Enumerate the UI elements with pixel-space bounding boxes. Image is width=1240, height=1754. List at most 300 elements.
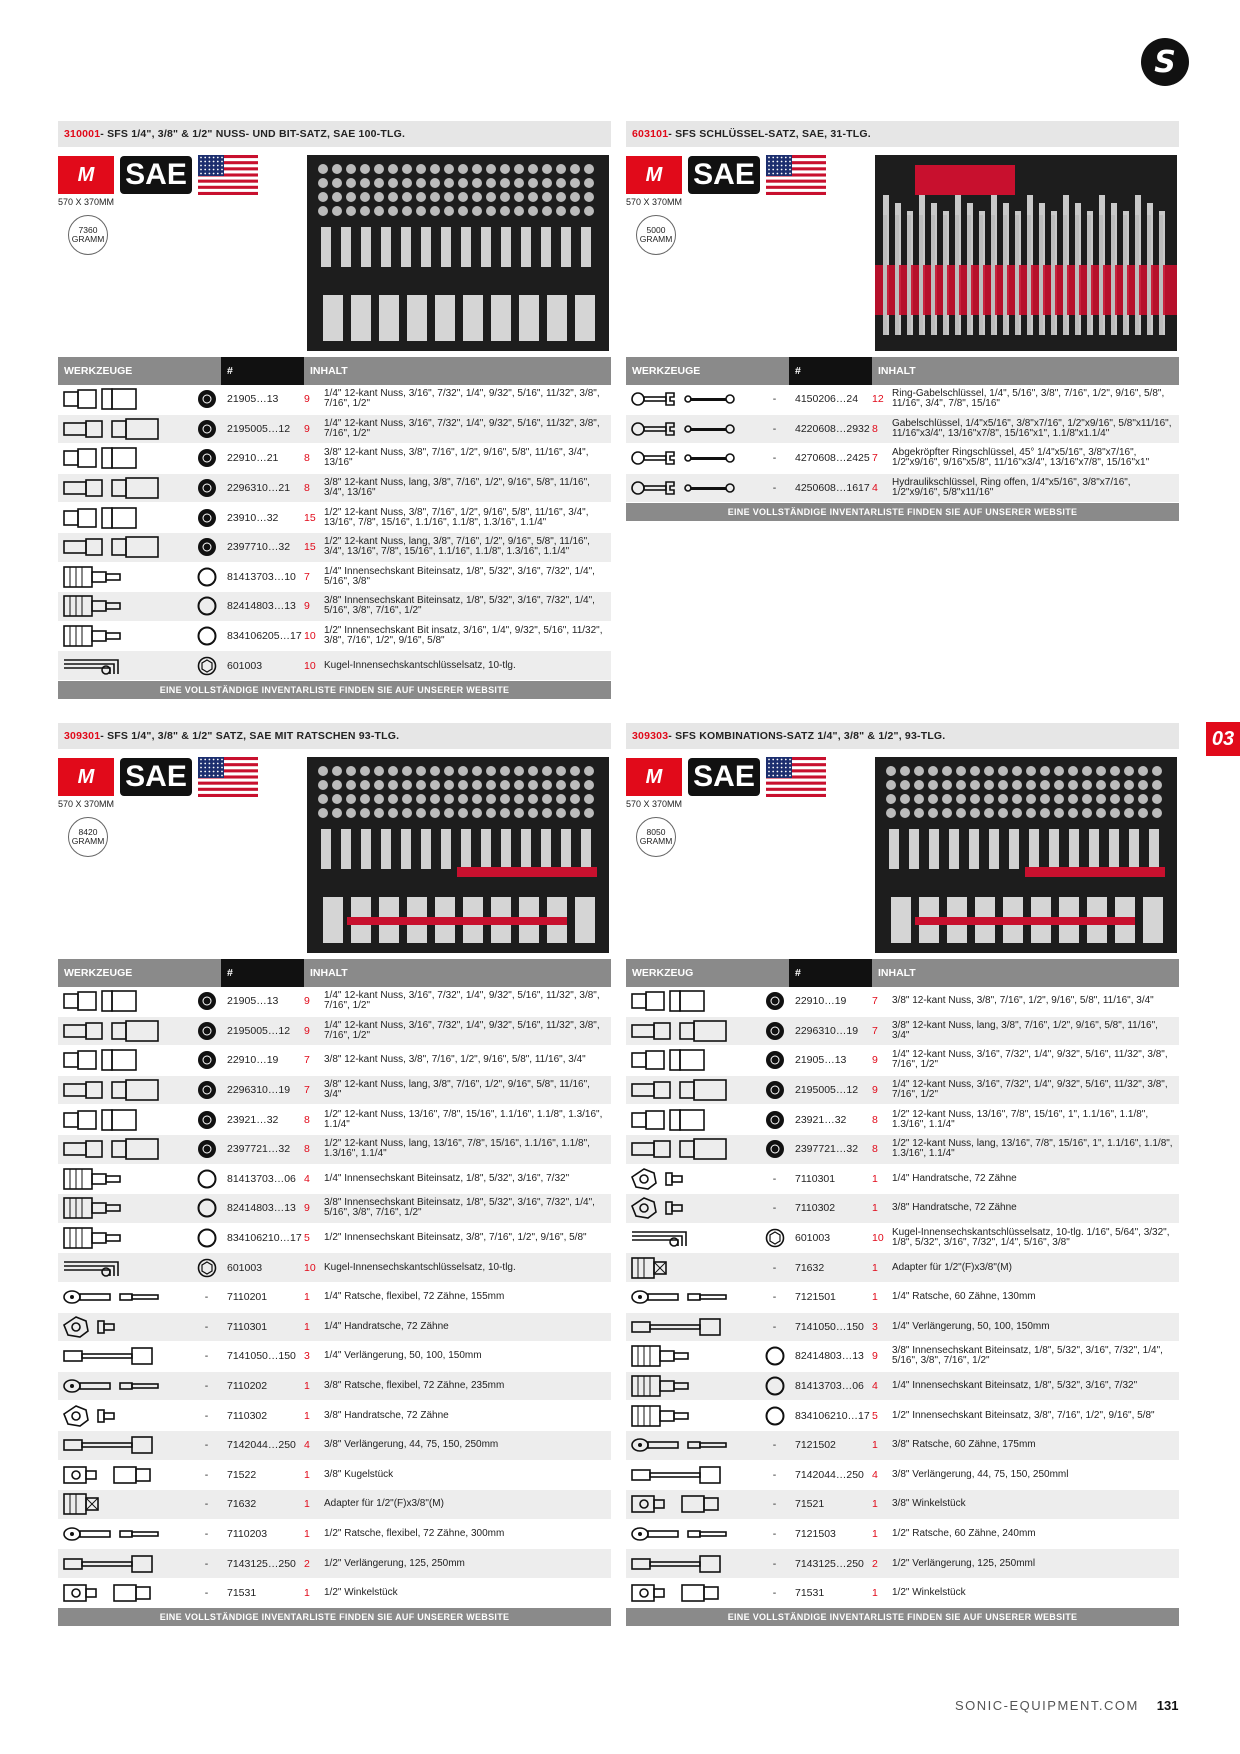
hex-icon — [197, 626, 217, 646]
socket-icon — [58, 444, 192, 473]
table-row — [626, 1224, 1179, 1254]
sonic-logo: S — [1141, 38, 1189, 86]
dash-mark: - — [204, 1320, 209, 1333]
profile-mark — [192, 508, 221, 528]
table-row — [58, 1046, 611, 1076]
profile-mark — [760, 1262, 789, 1274]
profile-mark — [760, 1202, 789, 1214]
adapter-icon — [626, 1253, 760, 1282]
dash-mark: - — [204, 1498, 209, 1511]
profile-mark — [760, 1406, 789, 1426]
table-row — [626, 1579, 1179, 1609]
table-body — [58, 385, 611, 681]
table-row — [58, 987, 611, 1017]
article-number: 21905…13 — [227, 393, 279, 406]
profile-mark — [192, 1110, 221, 1130]
section-title — [58, 121, 611, 147]
article-number: 71521 — [795, 1498, 825, 1511]
contents-description: 1/2" Innensechskant Bit insatz, 3/16", 1/4", 9/32", 5/16", 11/32", 3/8", 7/16", 1/2", 9/16", 5/8" — [324, 625, 603, 647]
sae-badge: SAE — [120, 156, 192, 194]
article-number: 2397721…32 — [795, 1143, 859, 1156]
quantity: 9 — [872, 1084, 878, 1097]
weight-unit: GRAMM — [639, 836, 673, 846]
bihex-icon — [197, 1110, 217, 1130]
table-row — [58, 533, 611, 563]
article-number: 71632 — [795, 1261, 825, 1274]
article-number: 23910…32 — [227, 511, 279, 524]
profile-mark — [760, 452, 789, 464]
profile-mark — [192, 1469, 221, 1481]
profile-mark — [192, 1198, 221, 1218]
header-number: # — [789, 959, 872, 987]
bihex-icon — [765, 991, 785, 1011]
profile-mark — [192, 1558, 221, 1570]
hex-icon — [197, 1228, 217, 1248]
profile-mark — [760, 1498, 789, 1510]
article-number: 7143125…250 — [795, 1557, 864, 1570]
profile-mark — [192, 1021, 221, 1041]
socket-long-icon — [58, 1135, 192, 1164]
product-photo — [875, 155, 1177, 351]
extension-icon — [58, 1342, 192, 1371]
table-row — [626, 1549, 1179, 1579]
profile-mark — [760, 482, 789, 494]
table-row — [58, 592, 611, 622]
article-number: 601003 — [227, 1261, 263, 1274]
quantity: 7 — [872, 1024, 878, 1037]
contents-description: 1/2" Ratsche, 60 Zähne, 240mm — [892, 1527, 1036, 1539]
profile-mark — [192, 478, 221, 498]
article-number: 7121501 — [795, 1291, 836, 1304]
ratchet-icon — [58, 1520, 192, 1549]
profile-mark — [192, 1321, 221, 1333]
dash-mark: - — [772, 1498, 777, 1511]
contents-description: 1/4" 12-kant Nuss, 3/16", 7/32", 1/4", 9/32", 5/16", 11/32", 3/8", 7/16", 1/2" — [324, 388, 600, 410]
tray-dimensions: 570 X 370MM — [626, 197, 683, 207]
quantity: 5 — [872, 1409, 878, 1422]
profile-mark — [192, 389, 221, 409]
quantity: 1 — [304, 1587, 310, 1600]
contents-description: 1/4" 12-kant Nuss, 3/16", 7/32", 1/4", 9/32", 5/16", 11/32", 3/8", 7/16", 1/2" — [324, 990, 600, 1012]
table-row — [626, 415, 1179, 445]
contents-description: Hydraulikschlüssel, Ring offen, 1/4"x5/16", 3/8"x7/16", 1/2"x9/16", 5/8"x11/16" — [892, 477, 1131, 499]
article-number: 4220608…2932 — [795, 422, 870, 435]
profile-mark — [760, 1228, 789, 1248]
socket-long-icon — [58, 1076, 192, 1105]
contents-description: 3/8" Innensechskant Biteinsatz, 1/8", 5/32", 3/16", 7/32", 1/4", 5/16", 3/8", 7/16", 1/2" — [324, 1197, 595, 1219]
us-flag-icon — [198, 757, 258, 797]
profile-mark — [192, 1410, 221, 1422]
contents-description: 1/2" 12-kant Nuss, lang, 13/16", 7/8", 15/16", 1", 1.1/16", 1.1/8", 1.3/16", 1.1/4" — [892, 1138, 1173, 1160]
contents-description: Gabelschlüssel, 1/4"x5/16", 3/8"x7/16", 1/2"x9/16", 5/8"x11/16", 11/16"x3/4", 13/16"x7/8", 15/16"x1", 1.1/8"x1.1/4" — [892, 417, 1172, 439]
section-title — [626, 121, 1179, 147]
profile-mark — [192, 1439, 221, 1451]
profile-mark — [192, 596, 221, 616]
contents-description: Kugel-Innensechskantschlüsselsatz, 10-tlg. 1/16", 5/64", 3/32", 1/8", 5/32", 3/16", 7/32", 1/4", 5/16", 3/8" — [892, 1227, 1170, 1249]
quantity: 1 — [304, 1291, 310, 1304]
bit-icon — [626, 1372, 760, 1401]
inventory-footer[interactable]: EINE VOLLSTÄNDIGE INVENTARLISTE FINDEN SIE AUF UNSERER WEBSITE — [626, 503, 1179, 521]
article-number: 7142044…250 — [795, 1468, 864, 1481]
quantity: 1 — [304, 1380, 310, 1393]
us-flag-icon — [766, 757, 826, 797]
contents-description: 1/2" 12-kant Nuss, 13/16", 7/8", 15/16", 1", 1.1/16", 1.1/8", 1.3/16", 1.1/4" — [892, 1108, 1149, 1130]
article-number: 7110302 — [227, 1409, 268, 1422]
hexkey-icon — [58, 1253, 192, 1282]
socket-icon — [58, 987, 192, 1016]
profile-mark — [760, 1021, 789, 1041]
footer-site[interactable]: SONIC-EQUIPMENT.COM — [955, 1698, 1139, 1713]
contents-description: 3/8" 12-kant Nuss, lang, 3/8", 7/16", 1/2", 9/16", 5/8", 11/16", 3/4", 13/16" — [324, 477, 590, 499]
header-number: # — [221, 357, 304, 385]
chapter-tab: 03 — [1206, 722, 1240, 756]
article-number: 22910…19 — [227, 1054, 279, 1067]
table-row — [626, 1520, 1179, 1550]
profile-mark — [760, 1376, 789, 1396]
contents-description: 3/8" Handratsche, 72 Zähne — [324, 1409, 449, 1421]
table-row — [626, 1313, 1179, 1343]
table-row — [626, 1076, 1179, 1106]
handratchet-icon — [58, 1401, 192, 1430]
extension-icon — [58, 1431, 192, 1460]
quantity: 15 — [304, 511, 316, 524]
article-number: 82414803…13 — [795, 1350, 864, 1363]
ujoint-icon — [626, 1579, 760, 1608]
table-row — [58, 622, 611, 652]
article-number: 22910…19 — [795, 995, 847, 1008]
tray-dimensions: 570 X 370MM — [626, 799, 683, 809]
quantity: 1 — [872, 1291, 878, 1304]
quantity: 1 — [872, 1261, 878, 1274]
quantity: 5 — [304, 1232, 310, 1245]
contents-description: 1/4" Innensechskant Biteinsatz, 1/8", 5/32", 3/16", 7/32" — [324, 1172, 570, 1184]
profile-mark — [192, 448, 221, 468]
table-row — [58, 1224, 611, 1254]
badges — [626, 155, 826, 195]
quantity: 1 — [872, 1439, 878, 1452]
dash-mark: - — [772, 1172, 777, 1185]
table-row — [58, 1401, 611, 1431]
bihex-icon — [197, 448, 217, 468]
contents-description: 1/2" 12-kant Nuss, lang, 3/8", 7/16", 1/2", 9/16", 5/8", 11/16", 3/4", 13/16", 7/8", 15/16", 1.1/16", 1.1/8", 1.3/16", 1.1/4" — [324, 536, 590, 558]
tray-dimensions: 570 X 370MM — [58, 197, 115, 207]
bit-icon — [626, 1401, 760, 1430]
article-number: 2397710…32 — [227, 541, 291, 554]
table-row — [58, 1313, 611, 1343]
quantity: 1 — [872, 1172, 878, 1185]
quantity: 8 — [872, 1113, 878, 1126]
contents-description: Kugel-Innensechskantschlüsselsatz, 10-tlg. — [324, 1261, 516, 1273]
profile-mark — [192, 656, 221, 676]
size-badge: M — [626, 758, 682, 796]
article-number: 71531 — [795, 1587, 825, 1600]
us-flag-icon — [766, 155, 826, 195]
profile-mark — [192, 1139, 221, 1159]
extension-icon — [626, 1461, 760, 1490]
size-badge: M — [626, 156, 682, 194]
article-number: 2296310…21 — [227, 482, 291, 495]
socket-icon — [626, 987, 760, 1016]
contents-description: Kugel-Innensechskantschlüsselsatz, 10-tlg. — [324, 659, 516, 671]
bihex-icon — [765, 1139, 785, 1159]
hex-icon — [197, 567, 217, 587]
socket-long-icon — [626, 1076, 760, 1105]
contents-description: 3/8" Verlängerung, 44, 75, 150, 250mml — [892, 1468, 1069, 1480]
quantity: 8 — [304, 1113, 310, 1126]
contents-description: 1/4" Innensechskant Biteinsatz, 1/8", 5/32", 3/16", 7/32" — [892, 1380, 1138, 1392]
hex-icon — [765, 1346, 785, 1366]
profile-mark — [760, 1469, 789, 1481]
quantity: 10 — [304, 1261, 316, 1274]
dash-mark: - — [204, 1291, 209, 1304]
handratchet-icon — [626, 1165, 760, 1194]
header-number: # — [221, 959, 304, 987]
contents-description: 1/4" Verlängerung, 50, 100, 150mm — [324, 1350, 482, 1362]
dash-mark: - — [772, 1557, 777, 1570]
dash-mark: - — [772, 1468, 777, 1481]
article-number: 7110302 — [795, 1202, 836, 1215]
dash-mark: - — [772, 422, 777, 435]
bihex-icon — [765, 1080, 785, 1100]
weight-unit: GRAMM — [71, 836, 105, 846]
header-number: # — [789, 357, 872, 385]
hex-icon — [765, 1406, 785, 1426]
table-row — [58, 474, 611, 504]
article-number: 71522 — [227, 1468, 257, 1481]
bihex-icon — [197, 389, 217, 409]
socket-long-icon — [626, 1135, 760, 1164]
weight-unit: GRAMM — [639, 234, 673, 244]
contents-description: 1/2" Ratsche, flexibel, 72 Zähne, 300mm — [324, 1527, 505, 1539]
product-photo — [307, 757, 609, 953]
size-badge: M — [58, 156, 114, 194]
profile-mark — [760, 1080, 789, 1100]
contents-table — [626, 959, 1179, 1626]
article-number: 7110201 — [227, 1291, 268, 1304]
table-row — [58, 563, 611, 593]
table-header — [58, 357, 611, 385]
table-row — [626, 1253, 1179, 1283]
table-row — [626, 474, 1179, 504]
article-number: 82414803…13 — [227, 1202, 296, 1215]
wrench-icon — [626, 385, 760, 414]
dash-mark: - — [204, 1468, 209, 1481]
product-photo — [307, 155, 609, 351]
table-row — [58, 1283, 611, 1313]
contents-description: 1/2" Winkelstück — [324, 1587, 398, 1599]
table-body — [626, 385, 1179, 503]
inventory-footer[interactable]: EINE VOLLSTÄNDIGE INVENTARLISTE FINDEN SIE AUF UNSERER WEBSITE — [58, 1608, 611, 1626]
table-row — [58, 1342, 611, 1372]
bihex-icon — [197, 419, 217, 439]
contents-description: 1/4" Ratsche, flexibel, 72 Zähne, 155mm — [324, 1291, 505, 1303]
article-number: 601003 — [227, 659, 263, 672]
product-set-309303 — [626, 723, 1179, 1623]
ujoint-icon — [58, 1461, 192, 1490]
set-number: 309301 — [64, 730, 101, 742]
contents-description: 1/4" Handratsche, 72 Zähne — [324, 1320, 449, 1332]
contents-description: 1/4" Innensechskant Biteinsatz, 1/8", 5/32", 3/16", 7/32", 1/4", 5/16", 3/8" — [324, 565, 595, 587]
dash-mark: - — [204, 1350, 209, 1363]
profile-mark — [760, 1110, 789, 1130]
article-number: 7143125…250 — [227, 1557, 296, 1570]
bihex-icon — [197, 1139, 217, 1159]
profile-mark — [192, 1291, 221, 1303]
set-title: - SFS 1/4", 3/8" & 1/2" NUSS- UND BIT-SATZ, SAE 100-TLG. — [100, 128, 406, 140]
article-number: 23921…32 — [227, 1113, 279, 1126]
contents-table — [626, 357, 1179, 521]
article-number: 601003 — [795, 1232, 831, 1245]
table-header — [626, 959, 1179, 987]
contents-description: Adapter für 1/2"(F)x3/8"(M) — [324, 1498, 444, 1510]
quantity: 10 — [304, 630, 316, 643]
page-number: 131 — [1156, 1698, 1179, 1713]
quantity: 2 — [872, 1557, 878, 1570]
extension-icon — [626, 1549, 760, 1578]
quantity: 9 — [304, 393, 310, 406]
profile-mark — [760, 1346, 789, 1366]
article-number: 7110301 — [795, 1172, 836, 1185]
table-row — [58, 444, 611, 474]
contents-description: 3/8" Ratsche, 60 Zähne, 175mm — [892, 1439, 1036, 1451]
bit-icon — [58, 592, 192, 621]
article-number: 834106210…17 — [795, 1409, 870, 1422]
wrench-icon — [626, 415, 760, 444]
extension-icon — [58, 1549, 192, 1578]
quantity: 7 — [872, 995, 878, 1008]
profile-mark — [760, 1587, 789, 1599]
sae-badge: SAE — [688, 758, 760, 796]
profile-mark — [760, 393, 789, 405]
table-row — [58, 651, 611, 681]
set-title: - SFS KOMBINATIONS-SATZ 1/4", 3/8" & 1/2", 93-TLG. — [668, 730, 946, 742]
quantity: 10 — [872, 1232, 884, 1245]
quantity: 1 — [304, 1320, 310, 1333]
contents-description: 1/4" 12-kant Nuss, 3/16", 7/32", 1/4", 9/32", 5/16", 11/32", 3/8", 7/16", 1/2" — [324, 417, 600, 439]
sae-badge: SAE — [688, 156, 760, 194]
bihex-icon — [197, 1021, 217, 1041]
article-number: 21905…13 — [795, 1054, 847, 1067]
article-number: 23921…32 — [795, 1113, 847, 1126]
contents-table — [58, 959, 611, 1626]
table-row — [626, 1135, 1179, 1165]
quantity: 9 — [304, 1024, 310, 1037]
bit-icon — [626, 1342, 760, 1371]
bit-icon — [58, 1165, 192, 1194]
article-number: 2296310…19 — [227, 1084, 291, 1097]
ball-hex-icon — [197, 1258, 217, 1278]
table-row — [58, 1017, 611, 1047]
contents-description: Abgekröpfter Ringschlüssel, 45° 1/4"x5/16", 3/8"x7/16", 1/2"x9/16", 9/16"x5/8", 11/16"x3/4", 13/16"x7/8", 15/16"x1" — [892, 447, 1150, 469]
socket-icon — [58, 1046, 192, 1075]
ratchet-icon — [626, 1283, 760, 1312]
header-contents: INHALT — [304, 959, 611, 987]
socket-icon — [626, 1105, 760, 1134]
article-number: 71632 — [227, 1498, 257, 1511]
quantity: 7 — [872, 452, 878, 465]
socket-long-icon — [626, 1017, 760, 1046]
wrench-icon — [626, 444, 760, 473]
contents-description: 1/2" Winkelstück — [892, 1587, 966, 1599]
contents-description: 1/2" Verlängerung, 125, 250mml — [892, 1557, 1036, 1569]
article-number: 7142044…250 — [227, 1439, 296, 1452]
tray-dimensions: 570 X 370MM — [58, 799, 115, 809]
table-row — [626, 1194, 1179, 1224]
table-row — [58, 1135, 611, 1165]
bihex-icon — [197, 1080, 217, 1100]
article-number: 81413703…10 — [227, 570, 296, 583]
profile-mark — [192, 626, 221, 646]
quantity: 9 — [304, 995, 310, 1008]
quantity: 8 — [304, 452, 310, 465]
profile-mark — [192, 1258, 221, 1278]
bit-icon — [58, 563, 192, 592]
socket-long-icon — [58, 474, 192, 503]
set-number: 310001 — [64, 128, 101, 140]
quantity: 1 — [872, 1587, 878, 1600]
contents-table — [58, 357, 611, 699]
us-flag-icon — [198, 155, 258, 195]
profile-mark — [192, 1587, 221, 1599]
article-number: 834106210…17 — [227, 1232, 302, 1245]
bit-icon — [58, 1194, 192, 1223]
profile-mark — [192, 1350, 221, 1362]
header-contents: INHALT — [872, 959, 1179, 987]
dash-mark: - — [772, 1261, 777, 1274]
bihex-icon — [197, 478, 217, 498]
socket-icon — [58, 1105, 192, 1134]
table-row — [626, 1165, 1179, 1195]
article-number: 71531 — [227, 1587, 257, 1600]
set-number: 309303 — [632, 730, 669, 742]
page-footer — [955, 1698, 1179, 1713]
profile-mark — [192, 1228, 221, 1248]
contents-description: 3/8" Innensechskant Biteinsatz, 1/8", 5/32", 3/16", 7/32", 1/4", 5/16", 3/8", 7/16", 1/2" — [324, 595, 595, 617]
ratchet-icon — [626, 1520, 760, 1549]
hexkey-icon — [58, 651, 192, 680]
profile-mark — [760, 423, 789, 435]
contents-description: 1/2" 12-kant Nuss, 3/8", 7/16", 1/2", 9/16", 5/8", 11/16", 3/4", 13/16", 7/8", 15/16", 1.1/16", 1.1/8", 1.3/16", 1.1/4" — [324, 506, 589, 528]
quantity: 8 — [304, 482, 310, 495]
article-number: 7121503 — [795, 1527, 836, 1540]
contents-description: 1/2" 12-kant Nuss, lang, 13/16", 7/8", 15/16", 1.1/16", 1.1/8", 1.3/16", 1.1/4" — [324, 1138, 590, 1160]
profile-mark — [760, 1050, 789, 1070]
contents-description: 3/8" 12-kant Nuss, lang, 3/8", 7/16", 1/2", 9/16", 5/8", 11/16", 3/4" — [324, 1079, 590, 1101]
hex-icon — [197, 1198, 217, 1218]
inventory-footer[interactable]: EINE VOLLSTÄNDIGE INVENTARLISTE FINDEN SIE AUF UNSERER WEBSITE — [58, 681, 611, 699]
ujoint-icon — [58, 1579, 192, 1608]
article-number: 81413703…06 — [227, 1172, 296, 1185]
ball-hex-icon — [765, 1228, 785, 1248]
quantity: 10 — [304, 659, 316, 672]
size-badge: M — [58, 758, 114, 796]
bihex-icon — [197, 537, 217, 557]
profile-mark — [192, 419, 221, 439]
contents-description: 3/8" Innensechskant Biteinsatz, 1/8", 5/32", 3/16", 7/32", 1/4", 5/16", 3/8", 7/16", 1/2" — [892, 1345, 1163, 1367]
profile-mark — [192, 1498, 221, 1510]
table-row — [58, 1165, 611, 1195]
contents-description: 1/4" 12-kant Nuss, 3/16", 7/32", 1/4", 9/32", 5/16", 11/32", 3/8", 7/16", 1/2" — [892, 1079, 1168, 1101]
table-body — [626, 987, 1179, 1608]
article-number: 21905…13 — [227, 995, 279, 1008]
contents-description: 1/2" 12-kant Nuss, 13/16", 7/8", 15/16", 1.1/16", 1.1/8", 1.3/16", 1.1/4" — [324, 1108, 603, 1130]
product-set-309301 — [58, 723, 611, 1623]
contents-description: 1/4" Verlängerung, 50, 100, 150mm — [892, 1320, 1050, 1332]
table-row — [626, 1283, 1179, 1313]
contents-description: 1/4" Ratsche, 60 Zähne, 130mm — [892, 1291, 1036, 1303]
inventory-footer[interactable]: EINE VOLLSTÄNDIGE INVENTARLISTE FINDEN SIE AUF UNSERER WEBSITE — [626, 1608, 1179, 1626]
dash-mark: - — [204, 1557, 209, 1570]
